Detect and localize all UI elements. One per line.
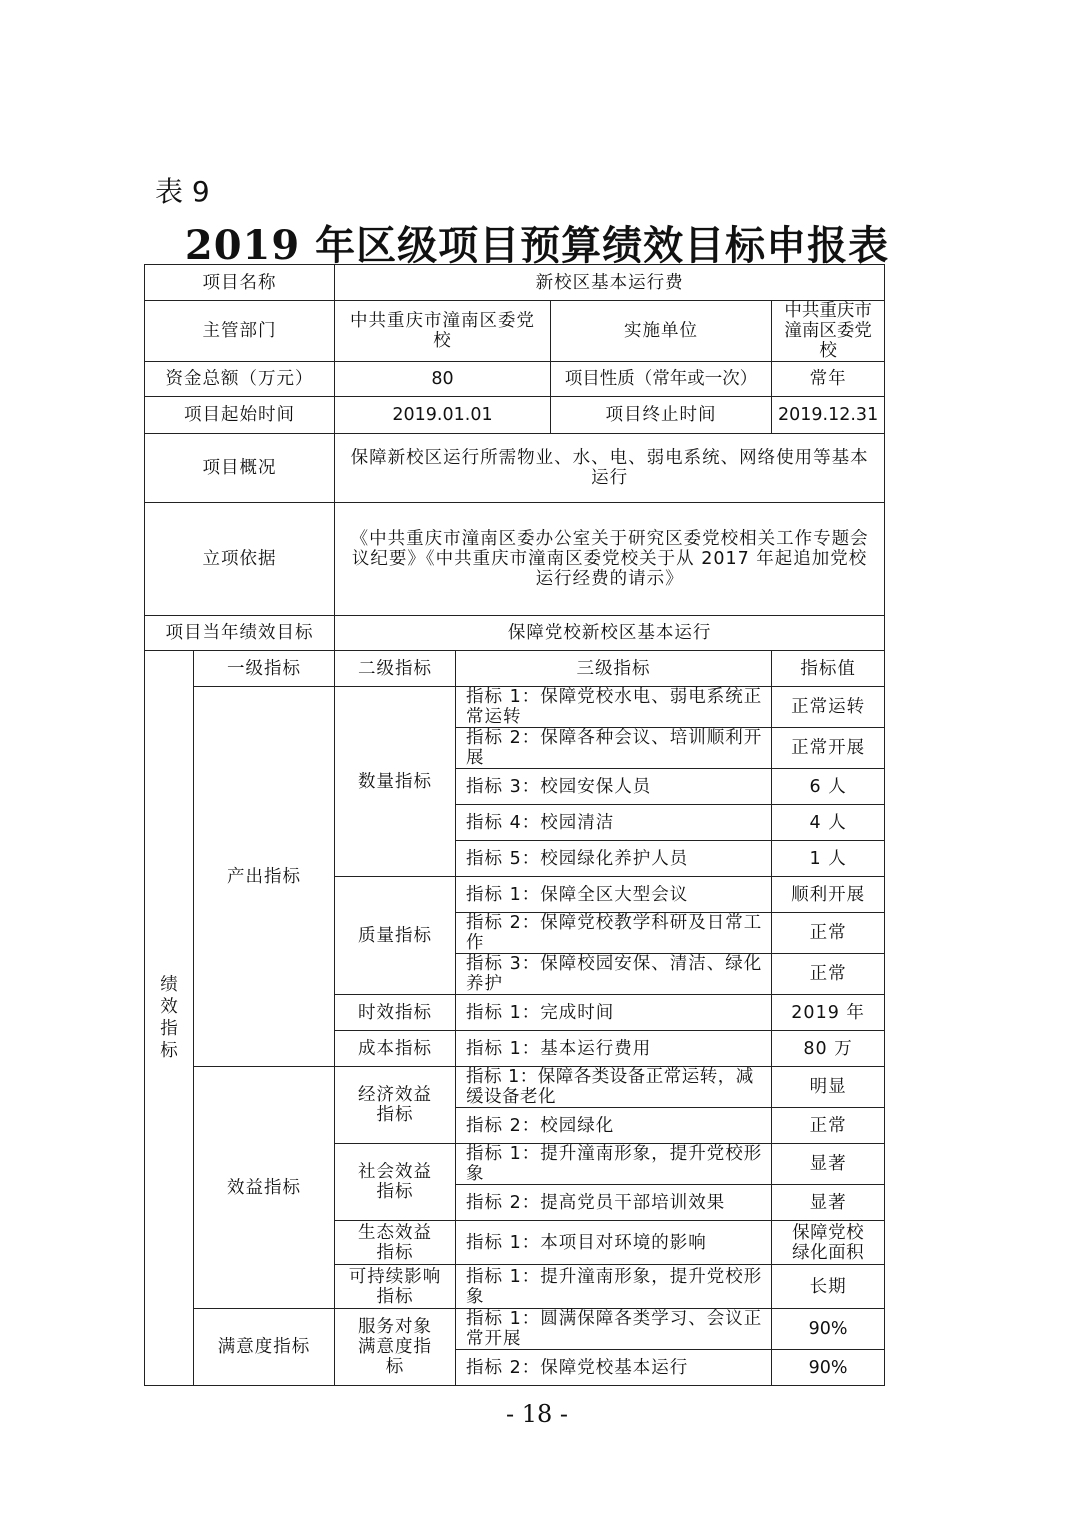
fund-label: 资金总额（万元） bbox=[145, 362, 335, 397]
impl-label: 实施单位 bbox=[551, 301, 772, 362]
indicator-value: 显著 bbox=[772, 1144, 885, 1185]
fund-value: 80 bbox=[335, 362, 551, 397]
indicator-item: 指标 1：提升潼南形象，提升党校形象 bbox=[456, 1144, 772, 1185]
indicator-item: 指标 1：保障党校水电、弱电系统正常运转 bbox=[456, 687, 772, 728]
nature-value: 常年 bbox=[772, 362, 885, 397]
impl-value: 中共重庆市潼南区委党校 bbox=[772, 301, 885, 362]
basis-value: 《中共重庆市潼南区委办公室关于研究区委党校相关工作专题会议纪要》《中共重庆市潼南区委党校关于从 2017 年起追加党校运行经费的请示》 bbox=[335, 503, 885, 616]
performance-indicator-group bbox=[145, 651, 194, 1386]
indicator-item: 指标 3：保障校园安保、清洁、绿化养护 bbox=[456, 954, 772, 995]
dept-label: 主管部门 bbox=[145, 301, 335, 362]
indicator-item: 指标 2：校园绿化 bbox=[456, 1108, 772, 1144]
indicator-item: 指标 1：本项目对环境的影响 bbox=[456, 1221, 772, 1265]
project-name-value: 新校区基本运行费 bbox=[335, 265, 885, 301]
indicator-item: 指标 1：完成时间 bbox=[456, 995, 772, 1031]
indicator-value: 正常开展 bbox=[772, 728, 885, 769]
level2-social: 社会效益指标 bbox=[335, 1144, 456, 1221]
indicator-item: 指标 1：保障全区大型会议 bbox=[456, 877, 772, 913]
indicator-value: 正常 bbox=[772, 913, 885, 954]
start-label: 项目起始时间 bbox=[145, 397, 335, 434]
goal-label: 项目当年绩效目标 bbox=[145, 616, 335, 651]
indicator-value: 4 人 bbox=[772, 805, 885, 841]
indicator-item: 指标 1：基本运行费用 bbox=[456, 1031, 772, 1067]
indicator-value: 6 人 bbox=[772, 769, 885, 805]
indicator-value: 明显 bbox=[772, 1067, 885, 1108]
header-level1: 一级指标 bbox=[194, 651, 335, 687]
level2-sustainable: 可持续影响指标 bbox=[335, 1265, 456, 1309]
dept-value: 中共重庆市潼南区委党校 bbox=[335, 301, 551, 362]
indicator-item: 指标 3：校园安保人员 bbox=[456, 769, 772, 805]
overview-value: 保障新校区运行所需物业、水、电、弱电系统、网络使用等基本运行 bbox=[335, 434, 885, 503]
end-label: 项目终止时间 bbox=[551, 397, 772, 434]
level1-satisfaction: 满意度指标 bbox=[194, 1309, 335, 1386]
level2-service-satisfaction: 服务对象满意度指标 bbox=[335, 1309, 456, 1386]
budget-performance-table bbox=[144, 264, 885, 1386]
indicator-value: 顺利开展 bbox=[772, 877, 885, 913]
performance-indicator-label: 绩效指标 bbox=[160, 975, 178, 1061]
goal-value: 保障党校新校区基本运行 bbox=[335, 616, 885, 651]
level2-quality: 质量指标 bbox=[335, 877, 456, 995]
indicator-value: 90% bbox=[772, 1309, 885, 1350]
indicator-item: 指标 5：校园绿化养护人员 bbox=[456, 841, 772, 877]
indicator-value: 正常运转 bbox=[772, 687, 885, 728]
level1-benefit: 效益指标 bbox=[194, 1067, 335, 1309]
indicator-value: 80 万 bbox=[772, 1031, 885, 1067]
header-value: 指标值 bbox=[772, 651, 885, 687]
performance-target-form bbox=[144, 264, 885, 1386]
overview-label: 项目概况 bbox=[145, 434, 335, 503]
indicator-value: 90% bbox=[772, 1350, 885, 1386]
start-value: 2019.01.01 bbox=[335, 397, 551, 434]
indicator-value: 2019 年 bbox=[772, 995, 885, 1031]
page-number: - 18 - bbox=[505, 1400, 568, 1428]
indicator-item: 指标 2：保障党校基本运行 bbox=[456, 1350, 772, 1386]
level2-ecological: 生态效益指标 bbox=[335, 1221, 456, 1265]
project-name-label: 项目名称 bbox=[145, 265, 335, 301]
indicator-value: 1 人 bbox=[772, 841, 885, 877]
level1-output: 产出指标 bbox=[194, 687, 335, 1067]
level2-timeliness: 时效指标 bbox=[335, 995, 456, 1031]
nature-label: 项目性质（常年或一次） bbox=[551, 362, 772, 397]
indicator-value: 保障党校绿化面积 bbox=[772, 1221, 885, 1265]
level2-quantity: 数量指标 bbox=[335, 687, 456, 877]
indicator-item: 指标 4：校园清洁 bbox=[456, 805, 772, 841]
header-level2: 二级指标 bbox=[335, 651, 456, 687]
document-title: 2019 年区级项目预算绩效目标申报表 bbox=[184, 222, 890, 269]
indicator-value: 显著 bbox=[772, 1185, 885, 1221]
indicator-item: 指标 2：保障各种会议、培训顺利开展 bbox=[456, 728, 772, 769]
indicator-item: 指标 1：提升潼南形象，提升党校形象 bbox=[456, 1265, 772, 1309]
indicator-item: 指标 1：圆满保障各类学习、会议正常开展 bbox=[456, 1309, 772, 1350]
indicator-item: 指标 1：保障各类设备正常运转，减缓设备老化 bbox=[456, 1067, 772, 1108]
end-value: 2019.12.31 bbox=[772, 397, 885, 434]
indicator-item: 指标 2：保障党校教学科研及日常工作 bbox=[456, 913, 772, 954]
table-number: 表 9 bbox=[155, 175, 210, 208]
indicator-value: 长期 bbox=[772, 1265, 885, 1309]
header-level3: 三级指标 bbox=[456, 651, 772, 687]
basis-label: 立项依据 bbox=[145, 503, 335, 616]
indicator-value: 正常 bbox=[772, 954, 885, 995]
level2-economic: 经济效益指标 bbox=[335, 1067, 456, 1144]
indicator-item: 指标 2：提高党员干部培训效果 bbox=[456, 1185, 772, 1221]
level2-cost: 成本指标 bbox=[335, 1031, 456, 1067]
indicator-value: 正常 bbox=[772, 1108, 885, 1144]
